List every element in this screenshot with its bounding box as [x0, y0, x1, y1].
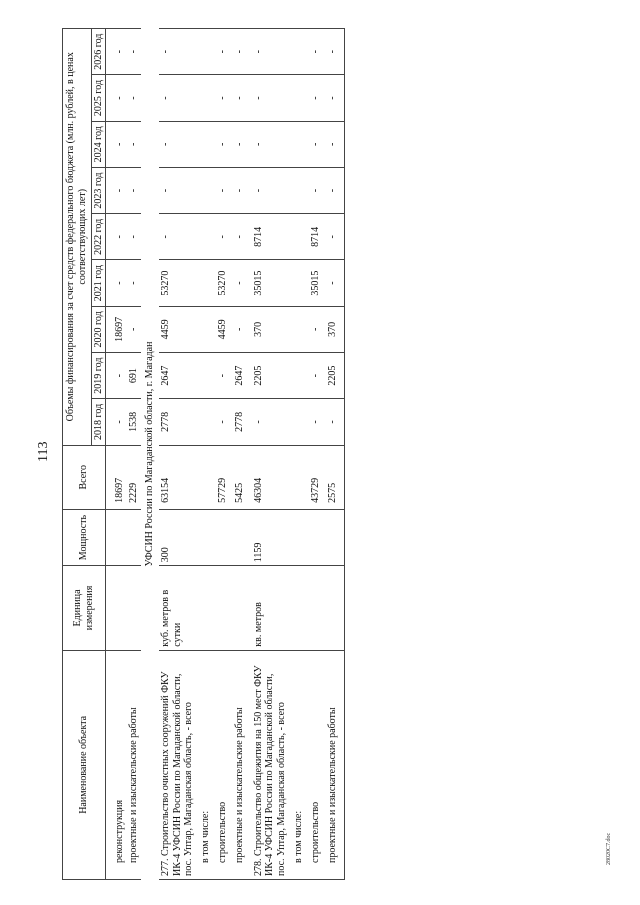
cell-value: [196, 29, 213, 75]
cell-value: 2205: [323, 353, 345, 399]
cell-value: -: [106, 353, 127, 399]
cell-value: -: [213, 29, 230, 75]
cell-value: [289, 121, 306, 167]
row-total: 2229: [127, 445, 141, 509]
cell-value: 2778: [230, 399, 247, 445]
cell-value: -: [159, 75, 196, 121]
row-total: 18697: [106, 445, 127, 509]
cell-value: [196, 214, 213, 260]
header-unit: Единица измерения: [63, 566, 106, 650]
cell-value: -: [213, 214, 230, 260]
cell-value: -: [127, 121, 141, 167]
cell-value: -: [306, 75, 323, 121]
cell-value: -: [127, 260, 141, 306]
table-row: [196, 29, 213, 880]
row-name: проектные и изыскательские работы: [127, 650, 141, 879]
row-unit: [323, 566, 345, 650]
header-year: 2020 год: [91, 306, 106, 352]
row-name: 278. Строительство общежития на 150 мест ФКУ ИК-4 УФСИН России по Магаданской области, пос. Уптар, Магаданская область, - всего: [247, 650, 289, 879]
cell-value: -: [323, 75, 345, 121]
row-unit: [106, 566, 127, 650]
row-total: 43729: [306, 445, 323, 509]
table-row: [159, 29, 196, 880]
cell-value: -: [323, 260, 345, 306]
cell-value: 4459: [213, 306, 230, 352]
cell-value: -: [106, 399, 127, 445]
cell-value: [289, 214, 306, 260]
row-unit: [289, 566, 306, 650]
cell-value: -: [306, 29, 323, 75]
cell-value: 691: [127, 353, 141, 399]
cell-value: 370: [247, 306, 289, 352]
table-row: [289, 29, 306, 880]
section-row: [141, 29, 159, 880]
cell-value: [289, 29, 306, 75]
cell-value: 35015: [247, 260, 289, 306]
cell-value: [196, 399, 213, 445]
funding-table: [62, 28, 345, 880]
cell-value: -: [306, 306, 323, 352]
cell-value: 8714: [306, 214, 323, 260]
cell-value: -: [106, 214, 127, 260]
cell-value: 8714: [247, 214, 289, 260]
row-capacity: 1159: [247, 509, 289, 565]
row-capacity: [127, 509, 141, 565]
cell-value: -: [306, 167, 323, 213]
cell-value: -: [106, 75, 127, 121]
table-row: [323, 29, 345, 880]
cell-value: -: [323, 29, 345, 75]
row-name: 277. Строительство очистных сооружений ФКУ ИК-4 УФСИН России по Магаданской области, пос. Уптар, Магаданская область, - всего: [159, 650, 196, 879]
document-code: 28020C7.doc: [606, 832, 612, 865]
cell-value: -: [213, 399, 230, 445]
cell-value: -: [323, 214, 345, 260]
cell-value: [289, 306, 306, 352]
cell-value: 2205: [247, 353, 289, 399]
row-name: реконструкция: [106, 650, 127, 879]
cell-value: [196, 260, 213, 306]
cell-value: 53270: [159, 260, 196, 306]
cell-value: -: [323, 167, 345, 213]
cell-value: 35015: [306, 260, 323, 306]
row-unit: [127, 566, 141, 650]
cell-value: -: [247, 121, 289, 167]
row-total: 63154: [159, 445, 196, 509]
cell-value: -: [230, 260, 247, 306]
row-total: [196, 445, 213, 509]
header-name: Наименование объекта: [63, 650, 106, 879]
table-row: [127, 29, 141, 880]
row-capacity: [323, 509, 345, 565]
row-name: строительство: [306, 650, 323, 879]
row-capacity: 300: [159, 509, 196, 565]
cell-value: -: [127, 29, 141, 75]
cell-value: -: [306, 121, 323, 167]
row-total: [289, 445, 306, 509]
cell-value: -: [230, 306, 247, 352]
cell-value: -: [127, 75, 141, 121]
row-unit: [230, 566, 247, 650]
cell-value: 370: [323, 306, 345, 352]
cell-value: -: [106, 29, 127, 75]
including-label: в том числе:: [196, 650, 213, 879]
row-unit: куб. метров в сутки: [159, 566, 196, 650]
cell-value: -: [127, 167, 141, 213]
cell-value: 2647: [230, 353, 247, 399]
cell-value: -: [323, 121, 345, 167]
cell-value: [196, 353, 213, 399]
row-total: 5425: [230, 445, 247, 509]
cell-value: -: [159, 214, 196, 260]
cell-value: -: [306, 353, 323, 399]
cell-value: -: [127, 214, 141, 260]
cell-value: -: [247, 167, 289, 213]
row-capacity: [230, 509, 247, 565]
cell-value: -: [106, 167, 127, 213]
row-name: строительство: [213, 650, 230, 879]
cell-value: [289, 75, 306, 121]
cell-value: [289, 167, 306, 213]
table-row: [230, 29, 247, 880]
row-total: 57729: [213, 445, 230, 509]
row-capacity: [213, 509, 230, 565]
cell-value: -: [127, 306, 141, 352]
row-unit: кв. метров: [247, 566, 289, 650]
header-year: 2018 год: [91, 399, 106, 445]
cell-value: -: [230, 121, 247, 167]
header-total: Всего: [63, 445, 106, 509]
row-capacity: [289, 509, 306, 565]
cell-value: [196, 75, 213, 121]
cell-value: -: [213, 353, 230, 399]
row-name: проектные и изыскательские работы: [230, 650, 247, 879]
cell-value: [196, 121, 213, 167]
header-year: 2021 год: [91, 260, 106, 306]
table-row: [213, 29, 230, 880]
cell-value: [289, 399, 306, 445]
row-name: проектные и изыскательские работы: [323, 650, 345, 879]
row-unit: [306, 566, 323, 650]
cell-value: 2778: [159, 399, 196, 445]
table-row: [306, 29, 323, 880]
cell-value: 1538: [127, 399, 141, 445]
including-label: в том числе:: [289, 650, 306, 879]
header-year: 2022 год: [91, 214, 106, 260]
cell-value: -: [230, 75, 247, 121]
header-year: 2026 год: [91, 29, 106, 75]
cell-value: -: [306, 399, 323, 445]
section-title: УФСИН России по Магаданской области, г. Магадан: [143, 341, 155, 567]
header-year: 2019 год: [91, 353, 106, 399]
cell-value: -: [323, 399, 345, 445]
header-funding: Объемы финансирования за счет средств федерального бюджета (млн. рублей, в ценах соответствующих лет): [63, 29, 92, 446]
cell-value: -: [247, 29, 289, 75]
row-capacity: [196, 509, 213, 565]
cell-value: -: [247, 399, 289, 445]
cell-value: -: [213, 121, 230, 167]
cell-value: -: [230, 29, 247, 75]
header-year: 2025 год: [91, 75, 106, 121]
table-row: [247, 29, 289, 880]
cell-value: 4459: [159, 306, 196, 352]
cell-value: -: [230, 214, 247, 260]
cell-value: -: [247, 75, 289, 121]
cell-value: -: [230, 167, 247, 213]
cell-value: [289, 260, 306, 306]
header-year: 2023 год: [91, 167, 106, 213]
row-total: 46304: [247, 445, 289, 509]
row-unit: [213, 566, 230, 650]
cell-value: -: [106, 121, 127, 167]
cell-value: 53270: [213, 260, 230, 306]
cell-value: -: [159, 167, 196, 213]
cell-value: [289, 353, 306, 399]
header-capacity: Мощность: [63, 509, 106, 565]
row-capacity: [306, 509, 323, 565]
row-unit: [196, 566, 213, 650]
cell-value: [196, 306, 213, 352]
row-total: 2575: [323, 445, 345, 509]
row-capacity: [106, 509, 127, 565]
header-year: 2024 год: [91, 121, 106, 167]
cell-value: -: [159, 29, 196, 75]
rotated-table-area: [62, 28, 532, 880]
cell-value: -: [213, 167, 230, 213]
cell-value: -: [213, 75, 230, 121]
table-row: [106, 29, 127, 880]
cell-value: -: [159, 121, 196, 167]
cell-value: 2647: [159, 353, 196, 399]
cell-value: [196, 167, 213, 213]
page-number: 113: [36, 441, 51, 462]
cell-value: 18697: [106, 306, 127, 352]
cell-value: -: [106, 260, 127, 306]
